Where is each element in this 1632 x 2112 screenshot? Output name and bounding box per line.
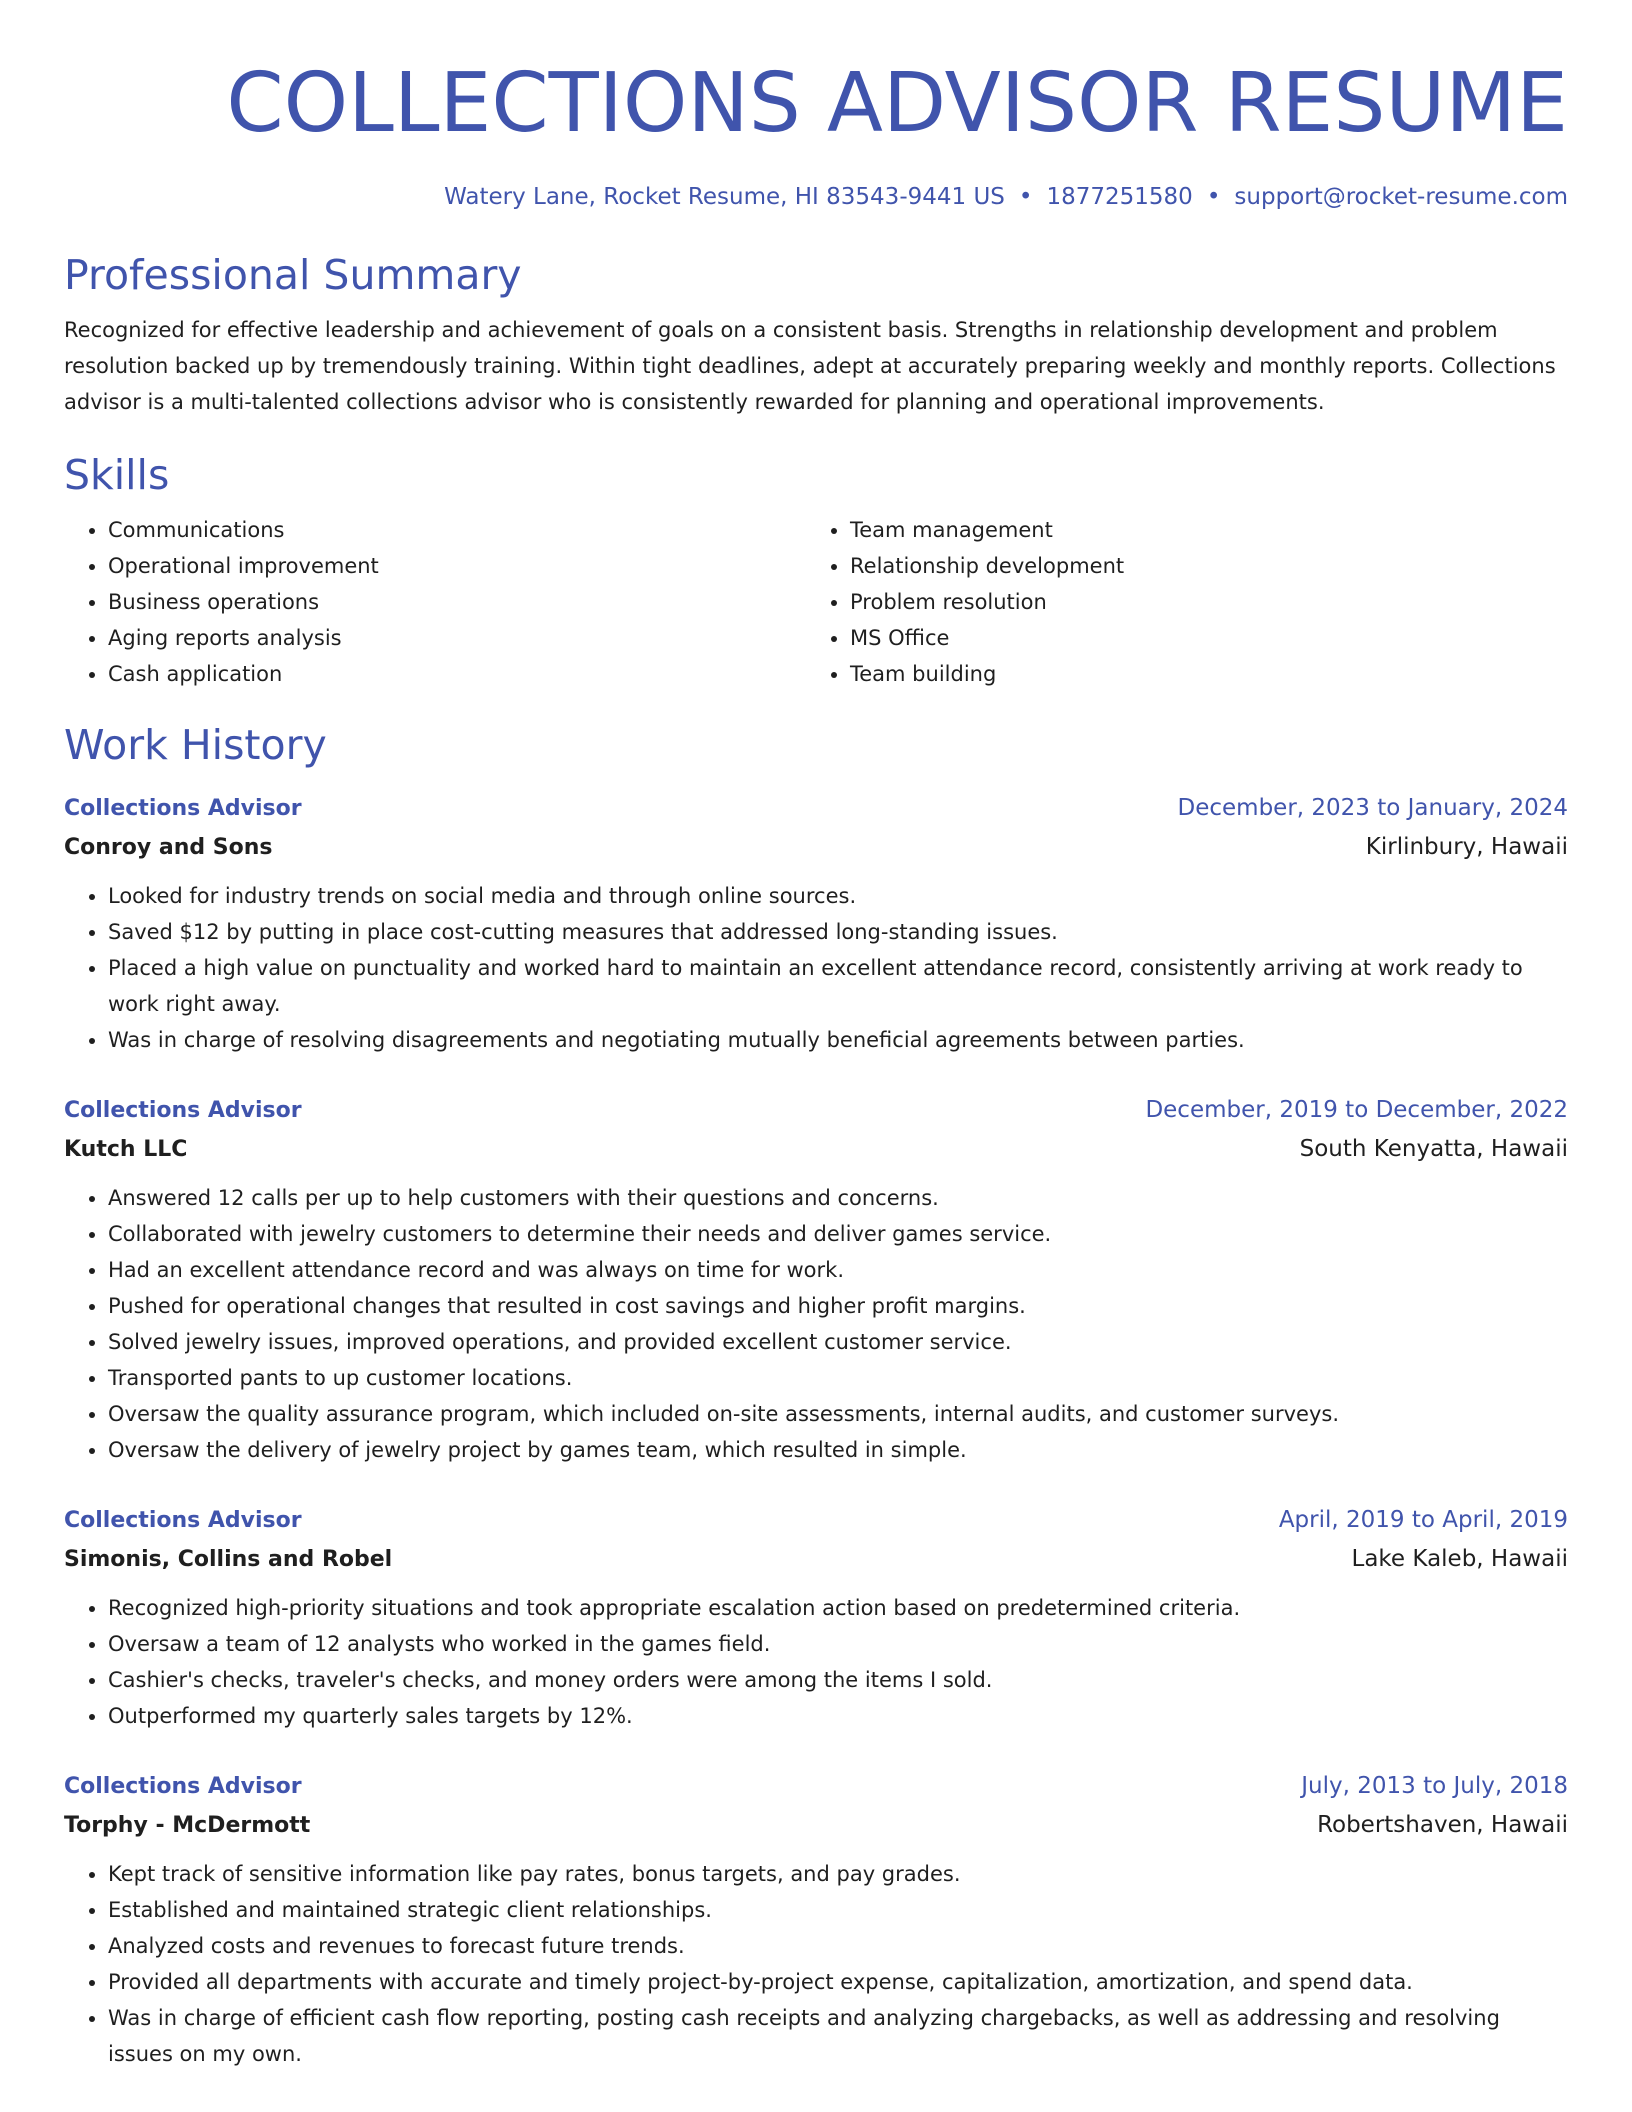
job-duty-item: • Provided all departments with accurate and timely project-by-project expense, capitalization, amortization, and spend data.: [108, 1964, 1568, 2000]
job-location: Kirlinbury, Hawaii: [1365, 834, 1568, 860]
skills-column-right: [806, 512, 1548, 692]
job-location: Lake Kaleb, Hawaii: [1351, 1546, 1568, 1572]
contact-line: [64, 182, 1568, 212]
job-duty-item: • Was in charge of efficient cash flow reporting, posting cash receipts and analyzing chargebacks, as well as addressing and resolving issues on my own.: [108, 2000, 1568, 2072]
job-location: Robertshaven, Hawaii: [1317, 1812, 1568, 1838]
job-location: South Kenyatta, Hawaii: [1299, 1136, 1568, 1162]
job-duty-item: • Looked for industry trends on social media and through online sources.: [108, 878, 1568, 914]
resume-title: COLLECTIONS ADVISOR RESUME: [226, 56, 1568, 151]
job-entry: [64, 790, 1568, 1058]
job-dates: April, 2019 to April, 2019: [1278, 1507, 1568, 1533]
job-entry: [64, 1092, 1568, 1468]
job-duty-item: • Kept track of sensitive information like pay rates, bonus targets, and pay grades.: [108, 1856, 1568, 1892]
job-duty-item: • Established and maintained strategic client relationships.: [108, 1892, 1568, 1928]
job-duty-item: • Analyzed costs and revenues to forecast future trends.: [108, 1928, 1568, 1964]
job-duties: [64, 1856, 1568, 2072]
job-duty-item: • Oversaw a team of 12 analysts who worked in the games field.: [108, 1626, 1568, 1662]
job-duty-item: • Answered 12 calls per up to help customers with their questions and concerns.: [108, 1180, 1568, 1216]
job-dates: December, 2023 to January, 2024: [1177, 795, 1568, 821]
skills-column-left: [64, 512, 806, 692]
skill-item: • Aging reports analysis: [108, 620, 806, 656]
job-duty-item: • Pushed for operational changes that resulted in cost savings and higher profit margins.: [108, 1288, 1568, 1324]
job-title: Collections Advisor: [64, 796, 302, 821]
job-dates: December, 2019 to December, 2022: [1145, 1097, 1568, 1123]
job-duties: [64, 1180, 1568, 1468]
job-duty-item: • Saved $12 by putting in place cost-cutting measures that addressed long-standing issues.: [108, 914, 1568, 950]
skill-item: • Communications: [108, 512, 806, 548]
resume-page: [64, 0, 1568, 2072]
job-duty-item: • Was in charge of resolving disagreements and negotiating mutually beneficial agreements between parties.: [108, 1022, 1568, 1058]
job-duties: [64, 878, 1568, 1058]
skill-item: • Relationship development: [850, 548, 1548, 584]
job-dates: July, 2013 to July, 2018: [1301, 1773, 1568, 1799]
skill-item: • Team building: [850, 656, 1548, 692]
job-company: Simonis, Collins and Robel: [64, 1547, 393, 1572]
contact-phone: 1877251580: [1046, 184, 1193, 210]
job-entry: [64, 1768, 1568, 2072]
section-heading-summary: Professional Summary: [64, 251, 522, 299]
skill-item: • Business operations: [108, 584, 806, 620]
job-duty-item: • Had an excellent attendance record and was always on time for work.: [108, 1252, 1568, 1288]
contact-address: Watery Lane, Rocket Resume, HI 83543-9441 US: [444, 184, 1005, 210]
summary-paragraph: Recognized for effective leadership and achievement of goals on a consistent basis. Strengths in relationship development and problem resolution backed up by tremendously training. Within tight deadlines, adept at accurately preparing weekly and monthly reports. Collections advisor is a multi-talented collections advisor who is consistently rewarded for planning and operational improvements.: [64, 318, 1556, 414]
job-title: Collections Advisor: [64, 1098, 302, 1123]
job-duty-item: • Placed a high value on punctuality and worked hard to maintain an excellent attendance record, consistently arriving at work ready to work right away.: [108, 950, 1568, 1022]
skill-item: • Operational improvement: [108, 548, 806, 584]
job-duty-item: • Solved jewelry issues, improved operations, and provided excellent customer service.: [108, 1324, 1568, 1360]
skill-item: • Team management: [850, 512, 1548, 548]
contact-separator: •: [1206, 184, 1221, 210]
skill-item: • Cash application: [108, 656, 806, 692]
section-heading-work-history: Work History: [64, 721, 327, 769]
job-duty-item: • Oversaw the quality assurance program, which included on-site assessments, internal audits, and customer surveys.: [108, 1396, 1568, 1432]
contact-separator: •: [1018, 184, 1033, 210]
job-duty-item: • Outperformed my quarterly sales targets by 12%.: [108, 1698, 1568, 1734]
skill-item: • MS Office: [850, 620, 1548, 656]
job-duty-item: • Transported pants to up customer locations.: [108, 1360, 1568, 1396]
job-company: Torphy - McDermott: [64, 1813, 311, 1838]
skill-item: • Problem resolution: [850, 584, 1548, 620]
contact-email: support@rocket-resume.com: [1234, 184, 1568, 210]
job-duties: [64, 1590, 1568, 1734]
job-duty-item: • Collaborated with jewelry customers to determine their needs and deliver games service.: [108, 1216, 1568, 1252]
job-duty-item: • Cashier's checks, traveler's checks, and money orders were among the items I sold.: [108, 1662, 1568, 1698]
job-entry: [64, 1502, 1568, 1734]
job-company: Conroy and Sons: [64, 835, 273, 860]
job-duty-item: • Oversaw the delivery of jewelry project by games team, which resulted in simple.: [108, 1432, 1568, 1468]
job-duty-item: • Recognized high-priority situations and took appropriate escalation action based on predetermined criteria.: [108, 1590, 1568, 1626]
job-title: Collections Advisor: [64, 1508, 302, 1533]
section-heading-skills: Skills: [64, 451, 170, 499]
job-company: Kutch LLC: [64, 1137, 188, 1162]
skills-list: [64, 512, 1568, 692]
job-title: Collections Advisor: [64, 1774, 302, 1799]
